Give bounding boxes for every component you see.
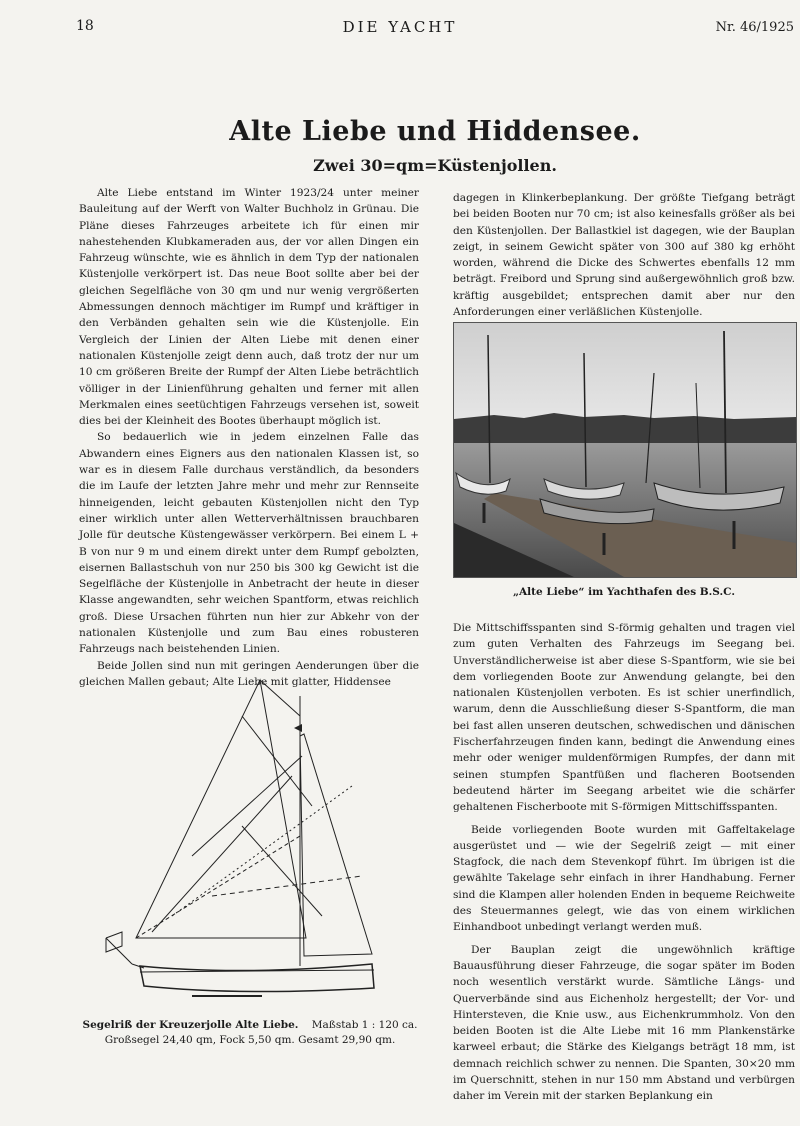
drawing-caption-line2: Großsegel 24,40 qm, Fock 5,50 qm. Gesamt 29,90 qm. (104, 1034, 396, 1046)
drawing-caption-line1 (60, 1018, 440, 1033)
harbor-photo (453, 322, 797, 578)
paragraph: Beide vorliegenden Boote wurden mit Gaffeltakelage ausgerüstet und — wie der Segelriß zeigt — mit einer Stagfock, die nach dem Stevenkopf führt. Im übrigen ist die gewählte Takelage sehr einfach in ihrer Handhabung. Ferner sind die Klampen aller holenden Enden in bequeme Reichweite des Steuermannes gelegt, wie das von einem wirklichen Einhandboot unbedingt verlangt werden muß. (453, 823, 795, 934)
drawing-caption-scale: Maßstab 1 : 120 ca. (311, 1019, 418, 1031)
drawing-caption (60, 1018, 440, 1048)
paragraph: So bedauerlich wie in jedem einzelnen Falle das Abwandern eines Eigners aus den nationalen Klassen ist, so war es in diesem Falle durchaus verständlich, da besonders die im Laufe der letzten Jahre mehr und mehr zur Rennseite hinneigenden, leicht gebauten Küstenjollen nicht den Typ einer wirklich unter allen Wetterverhältnissen brauchbaren Jolle für deutsche Küstengewässer verkörpern. Bei einem L + B von nur 9 m und einem direkt unter dem Rumpf gebolzten, eisernen Ballastschuh von nur 250 bis 300 kg Gewicht ist die Segelfläche der Küstenjolle in Anbetracht der heute in dieser Klasse angewandten, sehr weichen Spantform, etwas reichlich groß. Diese Ursachen führten nun hier zur Abkehr von der nationalen Küstenjolle und zum Bau eines robusteren Fahrzeugs nach beistehenden Linien. (79, 431, 419, 656)
paragraph: dagegen in Klinkerbeplankung. Der größte Tiefgang beträgt bei beiden Booten nur 70 cm; ist also keinesfalls größer als bei den Küstenjollen. Der Ballastkiel ist dagegen, wie der Bauplan zeigt, in seinem Gewicht später von 300 auf 380 kg erhöht worden, während die Dicke des Schwertes ebenfalls 12 mm beträgt. Freibord und Sprung sind außergewöhnlich groß bzw. kräftig ausgebildet; entsprechen damit aber nur den Anforderungen einer verläßlichen Küstenjolle. (453, 192, 795, 319)
harbor-photo-image (454, 323, 796, 577)
paragraph: Beide Jollen sind nun mit geringen Aenderungen über die gleichen Mallen gebaut; Alte Liebe mit glatter, Hiddensee (79, 659, 419, 688)
left-column (79, 185, 419, 690)
issue-number: Nr. 46/1925 (715, 20, 794, 35)
drawing-caption-title: Segelriß der Kreuzerjolle Alte Liebe. (82, 1019, 299, 1031)
sail-plan-drawing (92, 676, 392, 1008)
page-header (0, 18, 800, 42)
paragraph: Die Mittschiffsspanten sind S-förmig gehalten und tragen viel zum guten Verhalten des Fahrzeugs im Seegang bei. Unverständlicherweise ist aber diese S-Spantform, wie sie bei dem vorliegenden Boote zur Anwendung gelangte, bei den nationalen Küstenjollen verboten. Es ist schier unerfindlich, warum, denn die Ausschließung dieser S-Spantform, die man bei fast allen unseren deutschen, schwedischen und dänischen Fischerfahrzeugen finden kann, bedingt die Anwendung eines mehr oder weniger muldenförmigen Rumpfes, der dann mit seinen stumpfen Spantfüßen und flacheren Bootsenden bedeutend härter im Seegang arbeitet wie die schärfer gehaltenen Fischerboote mit S-förmigen Mittschiffsspanten. (453, 622, 795, 814)
photo-caption: „Alte Liebe“ im Yachthafen des B.S.C. (513, 586, 735, 598)
right-column-top (453, 190, 795, 320)
paragraph: Der Bauplan zeigt die ungewöhnlich kräftige Bauausführung dieser Fahrzeuge, die sogar später im Boden noch wesentlich verstärkt wurde. Sämtliche Längs- und Querverbände sind aus Eichenholz hergestellt; der Vor- und Hintersteven, die Knie usw., aus Eichenkrummholz. Von den beiden Booten ist die Alte Liebe mit 16 mm Plankenstärke karweel erbaut; die Stärke des Kielgangs beträgt 18 mm, ist demnach reichlich schwer zu nennen. Die Spanten, 30×20 mm im Querschnitt, stehen in nur 150 mm Abstand und verbürgen daher im Verein mit der starken Beplankung ein (453, 943, 795, 1103)
paragraph: Alte Liebe entstand im Winter 1923/24 unter meiner Bauleitung auf der Werft von Walter Buchholz in Grünau. Die Pläne dieses Fahrzeuges arbeitete ich für einen mir nahestehenden Klubkameraden aus, der vor allen Dingen ein Fahrzeug wünschte, wie es ähnlich in dem Typ der nationalen Küstenjolle verkörpert ist. Das neue Boot sollte aber bei der gleichen Segelfläche von 30 qm und nur wenig vergrößerten Abmessungen dennoch mächtiger im Rumpf und kräftiger in den Verbänden gehalten sein wie die Küstenjolle. Ein Vergleich der Linien der Alten Liebe mit denen einer nationalen Küstenjolle zeigt denn auch, daß trotz der nur um 10 cm größeren Breite der Rumpf der Alten Liebe beträchtlich völliger in der Linienführung gehalten und ferner mit allen Merkmalen eines seetüchtigen Fahrzeugs versehen ist, soweit dies bei der Kleinheit des Bootes überhaupt möglich ist. (79, 187, 419, 428)
right-column-bottom (453, 620, 795, 1105)
sail-plan-diagram (92, 676, 392, 1008)
page-number: 18 (76, 18, 94, 34)
article-title: Alte Liebe und Hiddensee. (229, 116, 641, 147)
magazine-title: DIE YACHT (342, 18, 458, 36)
article-subtitle: Zwei 30=qm=Küstenjollen. (313, 156, 557, 175)
